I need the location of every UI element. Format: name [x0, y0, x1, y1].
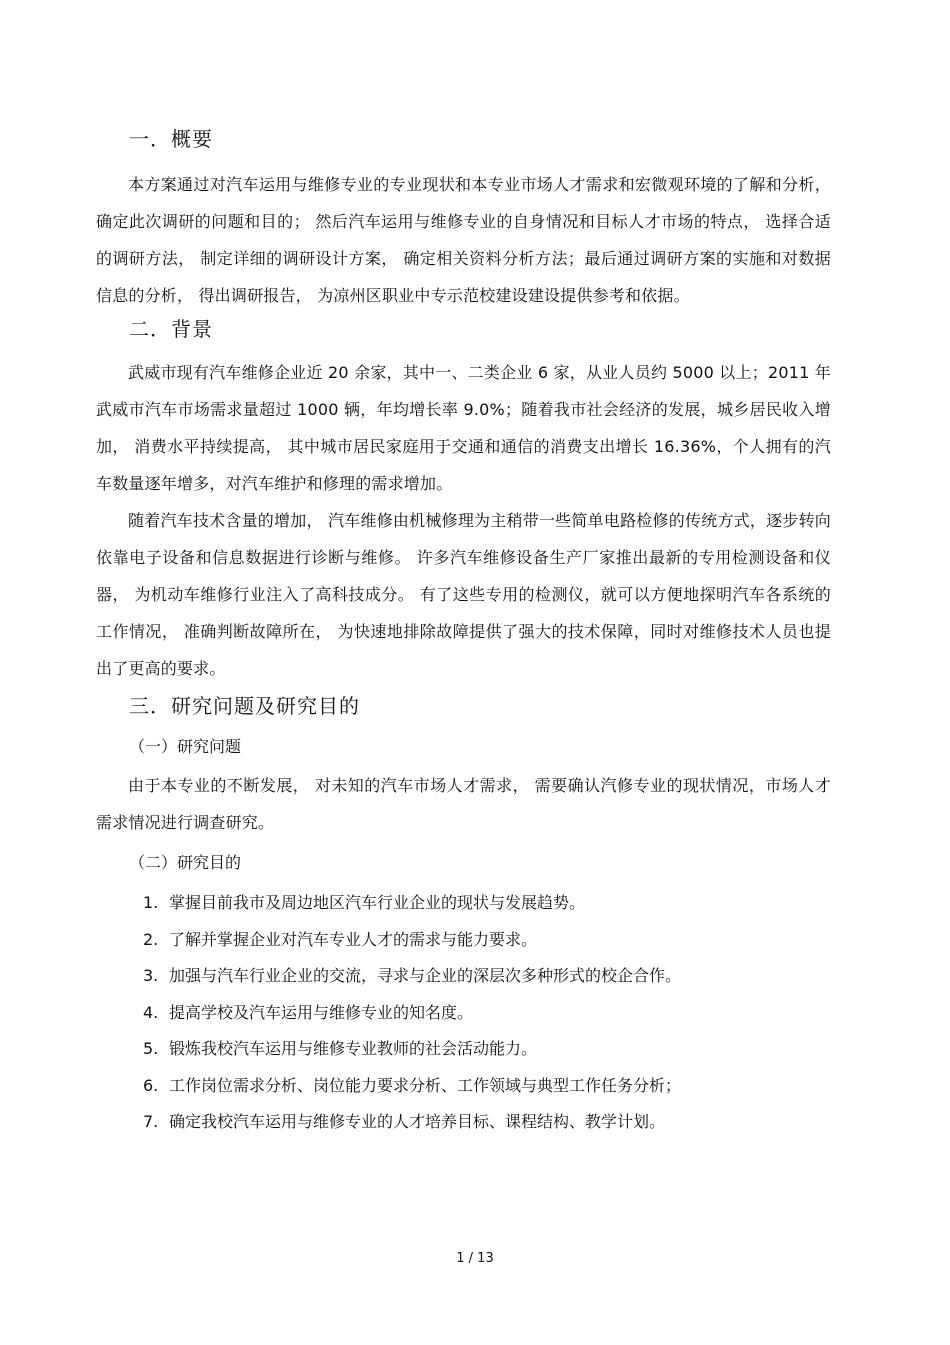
page-number: 1 / 13 — [456, 1251, 494, 1266]
list-item — [96, 1104, 831, 1141]
list-item — [96, 1031, 831, 1068]
list-item-number: 7. — [143, 1112, 159, 1131]
section-heading-research: 三．研究问题及研究目的 — [129, 694, 360, 718]
list-item — [96, 885, 831, 922]
list-item-text: 加强与汽车行业企业的交流，寻求与企业的深层次多种形式的校企合作。 — [169, 966, 682, 985]
background-paragraph-2: 随着汽车技术含量的增加， 汽车维修由机械修理为主稍带一些简单电路检修的传统方式，逐步转向依靠电子设备和信息数据进行诊断与维修。 许多汽车维修设备生产厂家推出最新的专用检测设备和仪器， 为机动车维修行业注入了高科技成分。 有了这些专用的检测仪，就可以方便地探明汽车各系统的工作情况， 准确判断故障所在， 为快速地排除故障提供了强大的技术保障，同时对维修技术人员也提出了更高的要求。 — [96, 511, 831, 678]
list-item-number: 1. — [143, 893, 159, 912]
list-item-number: 2. — [143, 929, 159, 949]
list-item-text: 了解并掌握企业对汽车专业人才的需求与能力要求。 — [169, 929, 538, 949]
subheading-research-purpose: （二）研究目的 — [129, 853, 242, 872]
list-item — [96, 922, 831, 959]
list-item-text: 掌握目前我市及周边地区汽车行业企业的现状与发展趋势。 — [169, 893, 586, 912]
list-item-text: 确定我校汽车运用与维修专业的人才培养目标、课程结构、教学计划。 — [169, 1112, 666, 1131]
list-item — [96, 958, 831, 995]
list-item-text: 工作岗位需求分析、岗位能力要求分析、工作领域与典型工作任务分析； — [169, 1075, 682, 1095]
background-paragraph-1: 武威市现有汽车维修企业近 20 余家，其中一、二类企业 6 家，从业人员约 5000 以上；2011 年武威市汽车市场需求量超过 1000 辆，年均增长率 9.0%；随着我市社会经济的发展，城乡居民收入增加， 消费水平持续提高， 其中城市居民家庭用于交通和通信的消费支出增长 16.36%，个人拥有的汽车数量逐年增多，对汽车维护和修理的需求增加。 — [96, 363, 831, 493]
list-item — [96, 995, 831, 1032]
list-item-text: 锻炼我校汽车运用与维修专业教师的社会活动能力。 — [169, 1039, 538, 1058]
list-item-number: 5. — [143, 1039, 159, 1058]
overview-paragraph: 本方案通过对汽车运用与维修专业的专业现状和本专业市场人才需求和宏微观环境的了解和分析， 确定此次调研的问题和目的； 然后汽车运用与维修专业的自身情况和目标人才市场的特点， 选择合适的调研方法， 制定详细的调研设计方案， 确定相关资料分析方法；最后通过调研方案的实施和对数据信息的分析， 得出调研报告， 为凉州区职业中专示范校建设建设提供参考和依据。 — [96, 175, 831, 305]
list-item-text: 提高学校及汽车运用与维修专业的知名度。 — [169, 1002, 474, 1022]
list-item-number: 6. — [143, 1075, 159, 1095]
research-question-paragraph: 由于本专业的不断发展， 对未知的汽车市场人才需求， 需要确认汽修专业的现状情况，市场人才需求情况进行调查研究。 — [96, 776, 831, 832]
subheading-research-question: （一）研究问题 — [129, 737, 242, 756]
document-body — [96, 124, 831, 1141]
list-item — [96, 1068, 831, 1105]
section-heading-overview: 一．概要 — [129, 127, 213, 151]
research-purpose-list — [96, 885, 831, 1141]
list-item-number: 4. — [143, 1002, 159, 1022]
section-heading-background: 二．背景 — [129, 317, 213, 341]
list-item-number: 3. — [143, 966, 159, 985]
